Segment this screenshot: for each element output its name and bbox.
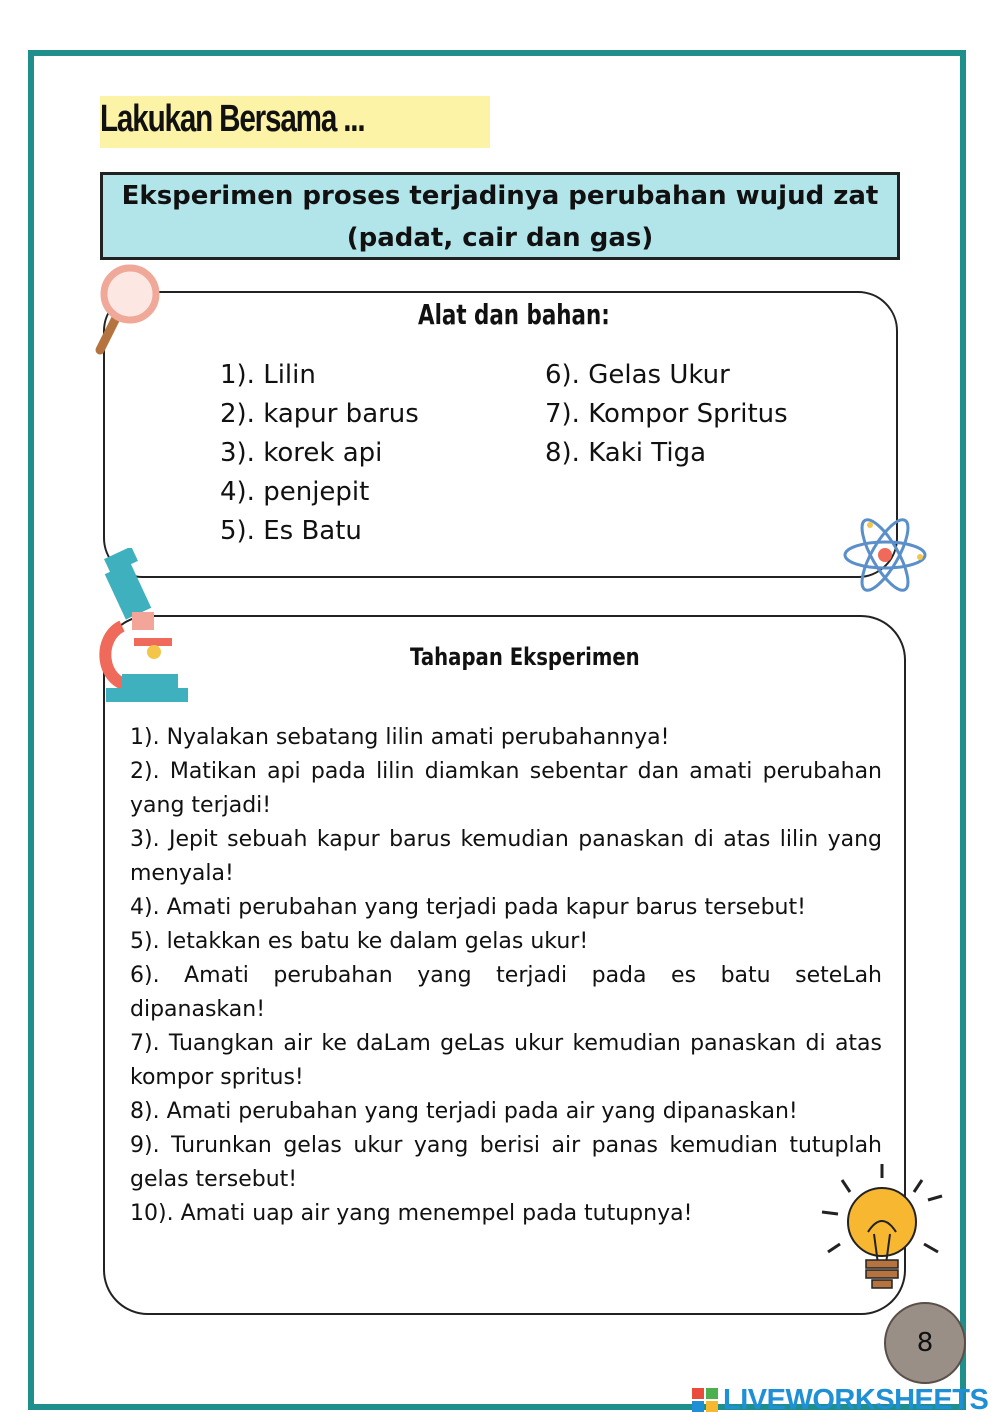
material-item: 6). Gelas Ukur	[545, 360, 730, 390]
brand-name: LIVEWORKSHEETS	[723, 1384, 989, 1416]
liveworksheets-logo-icon	[692, 1388, 720, 1414]
materials-list-left	[220, 356, 419, 551]
experiment-title-line1: Eksperimen proses terjadinya perubahan wujud zat	[121, 181, 879, 211]
materials-title: Alat dan bahan:	[418, 298, 610, 331]
page-number-badge: 8	[884, 1302, 966, 1384]
material-item: 7). Kompor Spritus	[545, 399, 788, 429]
step-item: 3). Jepit sebuah kapur barus kemudian panaskan di atas lilin yang menyala!	[130, 827, 882, 886]
material-item: 5). Es Batu	[220, 516, 362, 546]
step-item: 6). Amati perubahan yang terjadi pada es batu seteLah dipanaskan!	[130, 963, 882, 1022]
step-item: 5). letakkan es batu ke dalam gelas ukur!	[130, 929, 589, 954]
step-item: 1). Nyalakan sebatang lilin amati perubahannya!	[130, 725, 670, 750]
material-item: 3). korek api	[220, 438, 383, 468]
page-heading: Lakukan Bersama ...	[100, 98, 365, 140]
atom-icon	[840, 515, 930, 595]
steps-list	[130, 721, 882, 1231]
material-item: 2). kapur barus	[220, 399, 419, 429]
step-item: 9). Turunkan gelas ukur yang berisi air panas kemudian tutuplah gelas tersebut!	[130, 1133, 882, 1192]
brand-footer	[692, 1384, 988, 1417]
steps-title: Tahapan Eksperimen	[410, 643, 640, 671]
magnifier-icon	[88, 262, 168, 362]
experiment-title-line2: (padat, cair dan gas)	[346, 223, 654, 253]
step-item: 4). Amati perubahan yang terjadi pada kapur barus tersebut!	[130, 895, 806, 920]
step-item: 2). Matikan api pada lilin diamkan sebentar dan amati perubahan yang terjadi!	[130, 759, 882, 818]
materials-list-right	[545, 356, 788, 473]
experiment-title-box	[100, 172, 900, 260]
light-bulb-icon	[818, 1160, 948, 1305]
microscope-icon	[92, 548, 192, 710]
material-item: 8). Kaki Tiga	[545, 438, 707, 468]
step-item: 8). Amati perubahan yang terjadi pada air yang dipanaskan!	[130, 1099, 798, 1124]
material-item: 1). Lilin	[220, 360, 316, 390]
material-item: 4). penjepit	[220, 477, 370, 507]
step-item: 10). Amati uap air yang menempel pada tutupnya!	[130, 1201, 693, 1226]
step-item: 7). Tuangkan air ke daLam geLas ukur kemudian panaskan di atas kompor spritus!	[130, 1031, 882, 1090]
